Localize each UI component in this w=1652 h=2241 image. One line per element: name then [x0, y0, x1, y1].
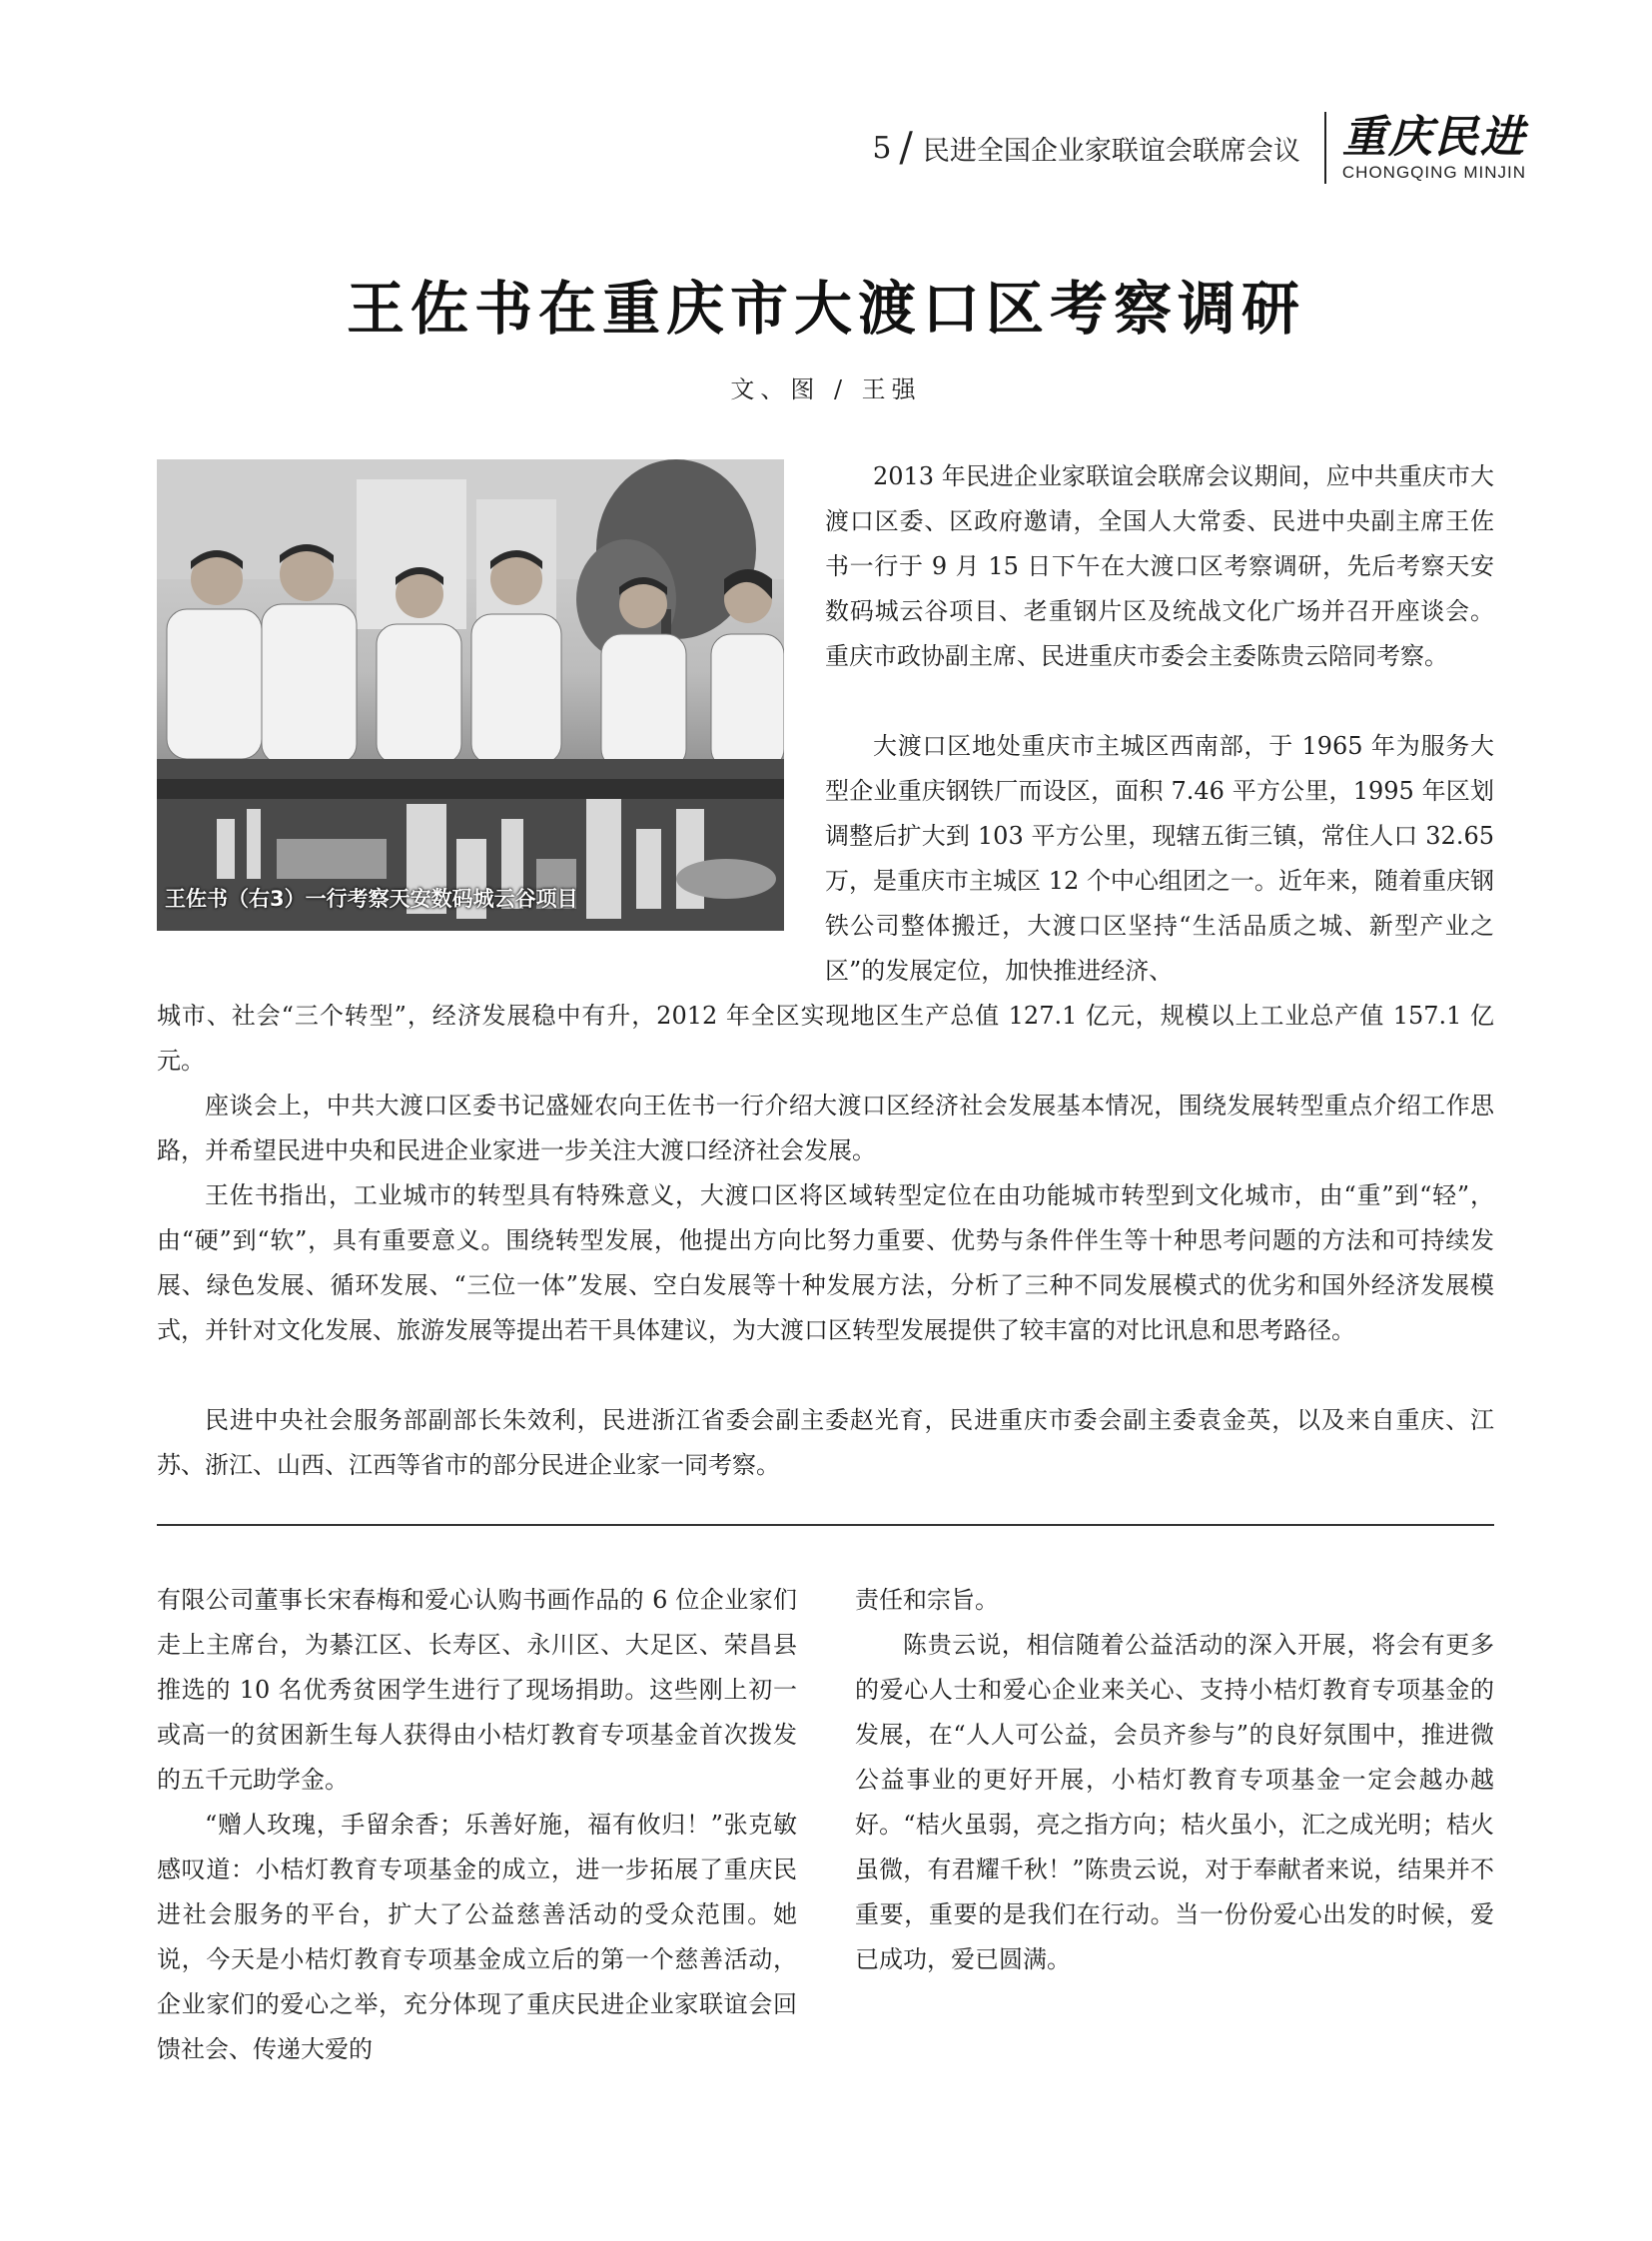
- magazine-logo-text: 重庆民进: [1341, 112, 1526, 163]
- continued-right-paragraph-2: 陈贵云说，相信随着公益活动的深入开展，将会有更多的爱心人士和爱心企业来关心、支持小桔灯教育专项基金的发展，在“人人可公益，会员齐参与”的良好氛围中，推进微公益事业的更好开展，小桔灯教育专项基金一定会越办越好。“桔火虽弱，亮之指方向；桔火虽小，汇之成光明；桔火虽微，有君耀千秋！”陈贵云说，对于奉献者来说，结果并不重要，重要的是我们在行动。当一份份爱心出发的时候，爱已成功，爱已圆满。: [855, 1631, 1494, 1973]
- photo-illustration: [157, 459, 784, 931]
- photo-caption: 王佐书（右3）一行考察天安数码城云谷项目: [165, 887, 578, 911]
- article-photo: [157, 459, 784, 931]
- paragraph-4: 王佐书指出，工业城市的转型具有特殊意义，大渡口区将区域转型定位在由功能城市转型到文化城市，由“重”到“轻”，由“硬”到“软”，具有重要意义。围绕转型发展，他提出方向比努力重要、优势与条件伴生等十种思考问题的方法和可持续发展、绿色发展、循环发展、“三位一体”发展、空白发展等十种发展方法，分析了三种不同发展模式的优劣和国外经济发展模式，并针对文化发展、旅游发展等提出若干具体建议，为大渡口区转型发展提供了较丰富的对比讯息和思考路径。: [157, 1181, 1494, 1344]
- running-header: [872, 125, 1300, 171]
- paragraph-5: 民进中央社会服务部副部长朱效利，民进浙江省委会副主委赵光育，民进重庆市委会副主委袁金英，以及来自重庆、江苏、浙江、山西、江西等省市的部分民进企业家一同考察。: [157, 1406, 1494, 1479]
- article-byline: 文、图 / 王强: [730, 375, 922, 403]
- page-number: 5: [872, 130, 892, 166]
- slash-divider: /: [899, 125, 913, 171]
- header-divider: [1324, 112, 1326, 184]
- paragraph-2-continued: 城市、社会“三个转型”，经济发展稳中有升，2012 年全区实现地区生产总值 127.1 亿元，规模以上工业总产值 157.1 亿元。: [157, 1002, 1494, 1075]
- continued-right-paragraph-1: 责任和宗旨。: [855, 1586, 999, 1614]
- article-title: 王佐书在重庆市大渡口区考察调研: [346, 275, 1305, 343]
- section-title: 民进全国企业家联谊会联席会议: [922, 135, 1300, 167]
- magazine-logo-en: CHONGQING MINJIN: [1341, 163, 1526, 182]
- paragraph-1: 2013 年民进企业家联谊会联席会议期间，应中共重庆市大渡口区委、区政府邀请，全国人大常委、民进中央副主席王佐书一行于 9 月 15 日下午在大渡口区考察调研，先后考察天安数码城云谷项目、老重钢片区及统战文化广场并召开座谈会。重庆市政协副主席、民进重庆市委会主委陈贵云陪同考察。: [825, 462, 1494, 670]
- page-header: [872, 112, 1526, 184]
- magazine-logo: [1342, 113, 1526, 183]
- paragraph-2: 大渡口区地处重庆市主城区西南部，于 1965 年为服务大型企业重庆钢铁厂而设区，面积 7.46 平方公里，1995 年区划调整后扩大到 103 平方公里，现辖五街三镇，常住人口 32.65 万，是重庆市主城区 12 个中心组团之一。近年来，随着重庆钢铁公司整体搬迁，大渡口区坚持“生活品质之城、新型产业之区”的发展定位，加快推进经济、: [825, 732, 1494, 985]
- continued-left-paragraph-2: “赠人玫瑰，手留余香；乐善好施，福有攸归！”张克敏感叹道：小桔灯教育专项基金的成立，进一步拓展了重庆民进社会服务的平台，扩大了公益慈善活动的受众范围。她说，今天是小桔灯教育专项基金成立后的第一个慈善活动，企业家们的爱心之举，充分体现了重庆民进企业家联谊会回馈社会、传递大爱的: [157, 1811, 797, 2063]
- paragraph-3: 座谈会上，中共大渡口区委书记盛娅农向王佐书一行介绍大渡口区经济社会发展基本情况，围绕发展转型重点介绍工作思路，并希望民进中央和民进企业家进一步关注大渡口经济社会发展。: [157, 1092, 1494, 1164]
- continued-left-paragraph-1: 有限公司董事长宋春梅和爱心认购书画作品的 6 位企业家们走上主席台，为綦江区、长寿区、永川区、大足区、荣昌县推选的 10 名优秀贫困学生进行了现场捐助。这些刚上初一或高一的贫困新生每人获得由小桔灯教育专项基金首次拨发的五千元助学金。: [157, 1586, 797, 1794]
- section-divider: [157, 1524, 1494, 1526]
